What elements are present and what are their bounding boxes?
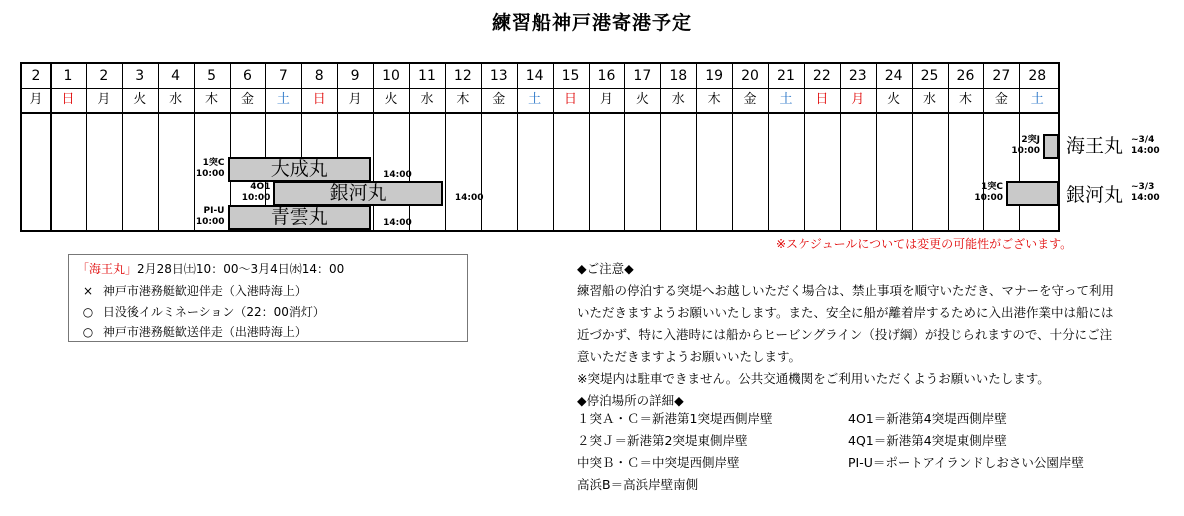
berth-label: 1突C xyxy=(202,158,225,168)
event-item-text: 日没後イルミネーション（22：00消灯） xyxy=(102,305,325,319)
schedule-change-notice: ※スケジュールについては変更の可能性がございます。 xyxy=(776,237,1073,251)
day-number: 10 xyxy=(382,68,400,84)
caution-heading: ◆ご注意◆ xyxy=(577,261,634,276)
departure-note: ~3/3 xyxy=(1131,182,1155,192)
day-weekday: 月 xyxy=(97,92,111,107)
departure-time: 14:00 xyxy=(383,170,412,180)
day-number: 11 xyxy=(418,68,436,84)
day-number: 17 xyxy=(633,68,652,84)
ship-name: 銀河丸 xyxy=(329,182,387,204)
pier-detail: 4Q1＝新港第4突堤東側岸壁 xyxy=(848,433,1007,448)
day-number: 12 xyxy=(453,68,472,84)
day-number: 4 xyxy=(171,68,181,84)
day-weekday: 金 xyxy=(994,92,1008,107)
pier-detail: 中突Ｂ・Ｃ＝中突堤西側岸壁 xyxy=(577,455,740,470)
day-weekday: 金 xyxy=(492,92,506,107)
day-weekday: 土 xyxy=(276,92,290,107)
day-number: 21 xyxy=(777,68,795,84)
arrival-time: 10:00 xyxy=(195,169,225,179)
day-weekday: 水 xyxy=(169,92,183,107)
day-weekday: 金 xyxy=(240,92,254,107)
day-weekday: 金 xyxy=(743,92,757,107)
pier-detail: １突Ａ・Ｃ＝新港第1突堤西側岸壁 xyxy=(577,411,773,426)
day-number: 24 xyxy=(884,68,903,84)
day-number: 22 xyxy=(812,68,831,84)
day-number: 27 xyxy=(992,68,1011,84)
event-item xyxy=(77,303,325,320)
day-number: 25 xyxy=(920,68,939,84)
page-title: 練習船神戸港寄港予定 xyxy=(491,12,692,34)
day-weekday: 火 xyxy=(887,92,901,107)
caution-line: 近づかず、特に入港時には船からヒービングライン（投げ綱）が投じられますので、十分にご注 xyxy=(577,327,1113,342)
day-weekday: 木 xyxy=(958,92,972,107)
caution-line: 練習船の停泊する突堤へお越しいただく場合は、禁止事項を順守いただき、マナーを守って利用 xyxy=(577,283,1115,298)
day-number: 6 xyxy=(242,68,252,84)
day-number: 1 xyxy=(63,68,73,84)
caution-notes xyxy=(577,258,1147,412)
ship-bar xyxy=(1006,181,1059,206)
day-number: 5 xyxy=(207,68,216,84)
day-weekday: 水 xyxy=(923,92,937,107)
departure-time: 14:00 xyxy=(454,193,484,203)
calendar-row-divider xyxy=(22,112,1058,114)
arrival-time: 10:00 xyxy=(974,193,1003,203)
day-number: 14 xyxy=(525,68,544,84)
pier-detail: PI-U＝ポートアイランドしおさい公園岸壁 xyxy=(848,455,1084,470)
day-number: 18 xyxy=(669,68,688,84)
day-number: 13 xyxy=(489,68,508,84)
ship-name: 大成丸 xyxy=(270,158,328,180)
day-weekday: 日 xyxy=(564,92,578,107)
berth-label: 4O1 xyxy=(250,182,271,192)
event-item-text: 神戸市港務艇歓送伴走（出港時海上） xyxy=(102,325,307,339)
day-weekday: 日 xyxy=(312,92,326,107)
day-number: 23 xyxy=(848,68,867,84)
event-item-text: 神戸市港務艇歓迎伴走（入港時海上） xyxy=(102,284,307,298)
pier-detail: 4O1＝新港第4突堤西側岸壁 xyxy=(848,411,1007,426)
caution-line: 意いただきますようお願いいたします。 xyxy=(577,349,802,364)
ship-name: 青雲丸 xyxy=(270,206,328,228)
arrival-time: 10:00 xyxy=(195,217,225,227)
event-box-header xyxy=(77,260,344,277)
event-item-mark: ○ xyxy=(82,305,94,319)
day-number: 28 xyxy=(1028,68,1047,84)
day-weekday: 土 xyxy=(528,92,542,107)
day-weekday: 火 xyxy=(133,92,147,107)
day-weekday: 土 xyxy=(1030,92,1044,107)
ship-name: 銀河丸 xyxy=(1066,184,1124,206)
day-number: 8 xyxy=(314,68,324,84)
arrival-time: 10:00 xyxy=(1011,146,1040,156)
day-weekday: 火 xyxy=(635,92,649,107)
day-number: 7 xyxy=(278,68,288,84)
day-number: 15 xyxy=(561,68,580,84)
day-number: 19 xyxy=(705,68,724,84)
event-item-mark: ○ xyxy=(82,325,94,339)
day-weekday: 日 xyxy=(61,92,75,107)
day-weekday: 月 xyxy=(851,92,865,107)
day-number: 3 xyxy=(135,68,145,84)
month-number: 2 xyxy=(31,68,41,84)
day-number: 16 xyxy=(597,68,616,84)
arrival-time: 10:00 xyxy=(241,193,271,203)
day-number: 26 xyxy=(956,68,975,84)
berth-label: 2突J xyxy=(1021,135,1040,145)
parking-note: ※突堤内は駐車できません。公共交通機関をご利用いただくようお願いいたします。 xyxy=(577,371,1050,386)
berth-label: 1突C xyxy=(981,182,1003,192)
day-weekday: 火 xyxy=(384,92,398,107)
event-item xyxy=(77,282,307,299)
departure-time: 14:00 xyxy=(1131,193,1160,203)
ship-bar xyxy=(1043,134,1059,159)
day-weekday: 土 xyxy=(779,92,793,107)
day-weekday: 水 xyxy=(671,92,685,107)
day-weekday: 日 xyxy=(815,92,829,107)
day-number: 2 xyxy=(99,68,109,84)
day-number: 9 xyxy=(350,68,360,84)
event-ship-name: 「海王丸」 xyxy=(77,262,138,276)
pier-detail: 高浜B＝高浜岸壁南側 xyxy=(577,477,699,492)
month-unit: 月 xyxy=(29,92,43,107)
day-weekday: 月 xyxy=(599,92,613,107)
event-item-mark: × xyxy=(82,284,94,298)
departure-note: ~3/4 xyxy=(1131,135,1155,145)
day-weekday: 木 xyxy=(205,92,219,107)
day-weekday: 月 xyxy=(348,92,362,107)
day-weekday: 木 xyxy=(707,92,721,107)
event-item xyxy=(77,323,307,340)
pier-heading: ◆停泊場所の詳細◆ xyxy=(577,393,684,408)
berth-label: PI-U xyxy=(203,206,225,216)
ship-name: 海王丸 xyxy=(1066,135,1124,157)
kaiwomaru-event-box xyxy=(68,254,468,342)
departure-time: 14:00 xyxy=(383,218,412,228)
day-number: 20 xyxy=(741,68,759,84)
day-weekday: 水 xyxy=(420,92,434,107)
day-weekday: 木 xyxy=(456,92,470,107)
pier-detail: ２突Ｊ＝新港第2突堤東側岸壁 xyxy=(577,433,748,448)
caution-line: いただきますようお願いいたします。また、安全に船が離着岸するために入出港作業中は船には xyxy=(577,305,1114,320)
event-period: 2月28日㈯10：00〜3月4日㈬14：00 xyxy=(137,262,345,276)
departure-time: 14:00 xyxy=(1131,146,1160,156)
